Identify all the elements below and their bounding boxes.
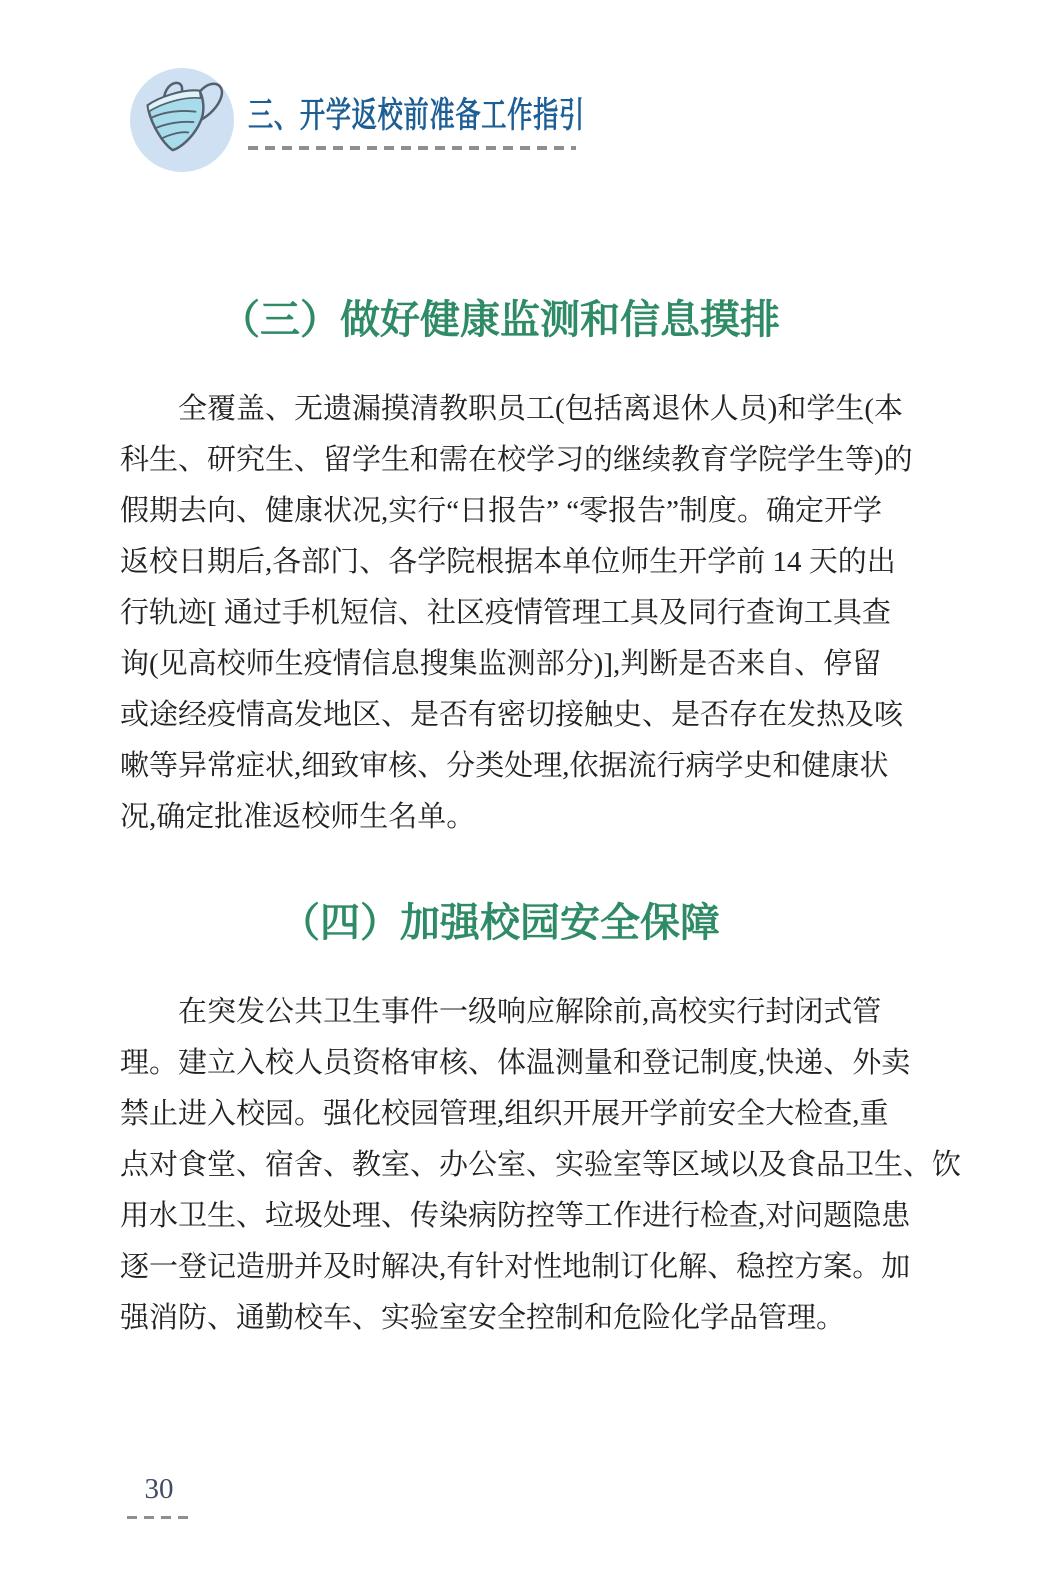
paragraph-line: 理。建立入校人员资格审核、体温测量和登记制度,快递、外卖 — [120, 1047, 911, 1079]
paragraph-line: 强消防、通勤校车、实验室安全控制和危险化学品管理。 — [120, 1302, 846, 1334]
chapter-title-block — [248, 90, 716, 149]
paragraph-line: 逐一登记造册并及时解决,有针对性地制订化解、稳控方案。加 — [120, 1251, 911, 1283]
paragraph-line: 返校日期后,各部门、各学院根据本单位师生开学前 14 天的出 — [120, 546, 896, 578]
face-mask-icon — [130, 68, 234, 172]
paragraph-line: 禁止进入校园。强化校园管理,组织开展开学前安全大检查,重 — [120, 1098, 889, 1130]
chapter-header — [130, 68, 716, 172]
page-footer — [127, 1472, 191, 1519]
paragraph-line: 假期去向、健康状况,实行“日报告” “零报告”制度。确定开学 — [120, 495, 882, 527]
chapter-title-underline — [248, 146, 576, 150]
section-heading-3: （三）做好健康监测和信息摸排 — [220, 297, 780, 342]
paragraph-line: 或途经疫情高发地区、是否有密切接触史、是否存在发热及咳 — [120, 699, 904, 731]
paragraph-line: 行轨迹[ 通过手机短信、社区疫情管理工具及同行查询工具查 — [120, 597, 891, 629]
paragraph-line: 询(见高校师生疫情信息搜集监测部分)],判断是否来自、停留 — [120, 648, 882, 680]
paragraph-line: 嗽等异常症状,细致审核、分类处理,依据流行病学史和健康状 — [120, 750, 889, 782]
section-3-paragraph — [120, 384, 913, 843]
chapter-title: 三、开学返校前准备工作指引 — [248, 96, 585, 136]
paragraph-line: 全覆盖、无遗漏摸清教职员工(包括离退休人员)和学生(本 — [178, 393, 903, 425]
paragraph-line: 用水卫生、垃圾处理、传染病防控等工作进行检查,对问题隐患 — [120, 1200, 911, 1232]
section-4-paragraph — [120, 987, 962, 1344]
paragraph-line: 科生、研究生、留学生和需在校学习的继续教育学院学生等)的 — [120, 444, 913, 476]
paragraph-line: 况,确定批准返校师生名单。 — [120, 801, 476, 833]
paragraph-line: 点对食堂、宿舍、教室、办公室、实验室等区域以及食品卫生、饮 — [120, 1149, 962, 1181]
section-heading-4: （四）加强校园安全保障 — [280, 900, 720, 945]
paragraph-line: 在突发公共卫生事件一级响应解除前,高校实行封闭式管 — [178, 996, 882, 1028]
page-number-underline — [127, 1516, 188, 1519]
page-number: 30 — [144, 1473, 174, 1505]
